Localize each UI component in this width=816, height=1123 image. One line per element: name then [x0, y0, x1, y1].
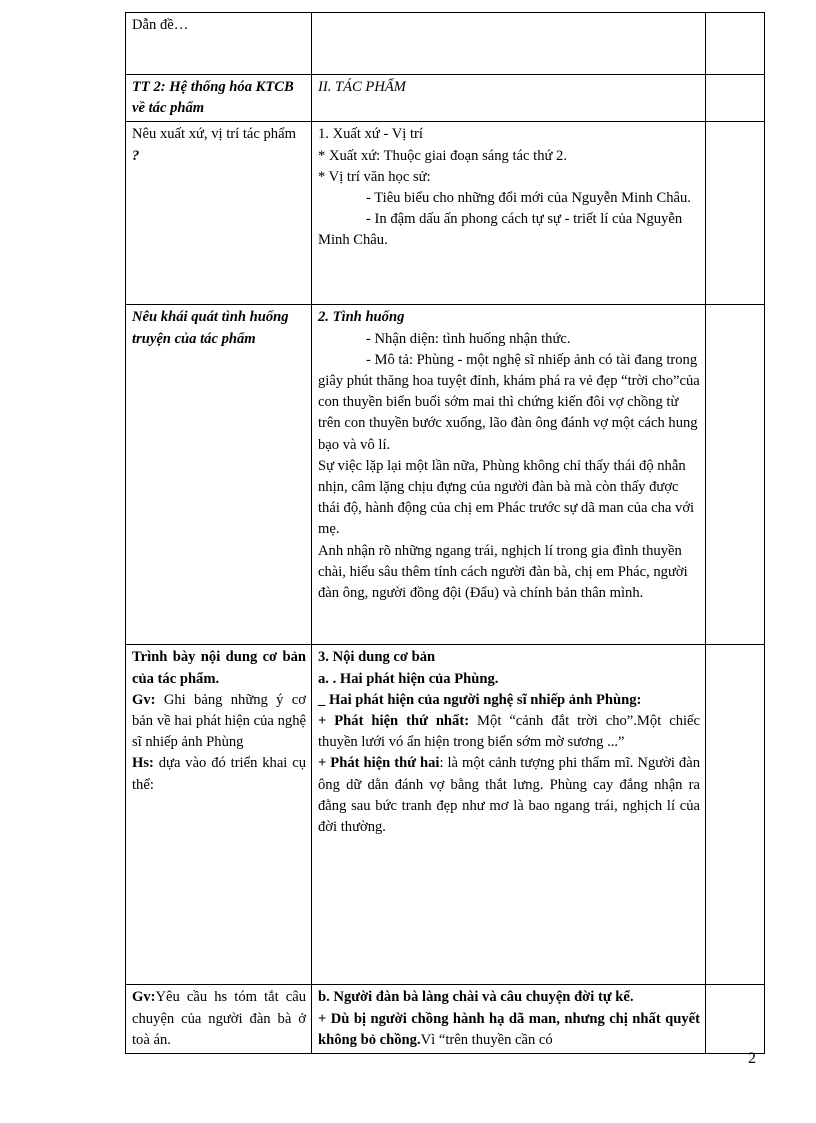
content-text: Vì “trên thuyền cần có	[420, 1031, 553, 1048]
question-cell	[126, 122, 312, 305]
content-heading: 3. Nội dung cơ bản	[318, 649, 436, 666]
question-cell	[126, 645, 312, 985]
notes-cell	[706, 305, 765, 645]
notes-cell	[706, 13, 765, 75]
question-cell	[126, 985, 312, 1054]
student-label: Hs:	[132, 755, 154, 772]
notes-cell	[706, 75, 765, 122]
content-line: Anh nhận rõ những ngang trái, nghịch lí trong gia đình thuyền chài, hiểu sâu thêm tính cách người đàn bà, chị em Phác, người đàn ông, người đồng đội (Đẩu) và chính bản thân mình.	[318, 542, 688, 602]
finding-label: + Phát hiện thứ nhất:	[318, 713, 470, 730]
question-text: Trình bày nội dung cơ bản của tác phẩm.	[132, 649, 306, 687]
content-line: - Mô tả: Phùng - một nghệ sĩ nhiếp ảnh có tài đang trong giây phút thăng hoa tuyệt đỉnh, khám phá ra vẻ đẹp “trời cho”của con thuyền biển buổi sớm mai thì chứng kiến đôi vợ chồng từ trên con thuyền bước xuống, lão đàn ông đánh vợ một cách hung bạo và vô lí.	[318, 351, 700, 453]
question-cell	[126, 305, 312, 645]
empty-cell	[312, 13, 706, 75]
content-heading: b. Người đàn bà làng chài và câu chuyện đời tự kể.	[318, 989, 634, 1006]
teacher-note	[132, 690, 306, 754]
content-heading: 2. Tình huống	[318, 309, 405, 326]
content-cell	[312, 985, 706, 1054]
teacher-label: Gv:	[132, 691, 156, 708]
notes-cell	[706, 645, 765, 985]
content-line: * Vị trí văn học sử:	[318, 168, 431, 185]
table-row	[126, 75, 765, 122]
content-line: - Tiêu biểu cho những đổi mới của Nguyễn Minh Châu.	[366, 190, 691, 207]
content-line: - Nhận diện: tình huống nhận thức.	[366, 330, 571, 347]
student-text: dựa vào đó triển khai cụ thể:	[132, 755, 306, 793]
content-line: * Xuất xứ: Thuộc giai đoạn sáng tác thứ 2.	[318, 147, 567, 164]
content-line: 1. Xuất xứ - Vị trí	[318, 126, 423, 143]
finding-label: + Phát hiện thứ hai	[318, 755, 440, 772]
section-heading: II. TÁC PHẨM	[318, 79, 406, 95]
table-row	[126, 305, 765, 645]
teacher-text: Ghi bảng những ý cơ bản về hai phát hiện của nghệ sĩ nhiếp ảnh Phùng	[132, 691, 306, 751]
content-cell	[312, 305, 706, 645]
content-line	[318, 1009, 700, 1051]
section-heading-cell	[312, 75, 706, 122]
page-number: 2	[748, 1050, 756, 1067]
question-mark: ?	[132, 147, 140, 164]
content-cell	[312, 645, 706, 985]
content-line	[318, 753, 700, 838]
question-text: Nêu khái quát tình huống truyện của tác phẩm	[132, 309, 289, 347]
finding-text: : là một cảnh tượng phi thẩm mĩ. Người đàn ông dữ dằn đánh vợ bằng thắt lưng. Phùng cay đắng nhận ra đằng sau bức tranh đẹp như mơ là bao ngang trái, nghịch lí của đời thường.	[318, 755, 700, 836]
content-line: _ Hai phát hiện của người nghệ sĩ nhiếp ảnh Phùng:	[318, 691, 642, 708]
finding-text: Một “cảnh đắt trời cho”.Một chiếc thuyền lưới vó ẩn hiện trong biển sớm mờ sương ...”	[318, 713, 700, 751]
intro-cell	[126, 13, 312, 75]
content-line	[318, 711, 700, 753]
intro-text: Dẫn đề…	[132, 17, 189, 33]
notes-cell	[706, 122, 765, 305]
content-line: Sự việc lặp lại một lần nữa, Phùng không chỉ thấy thái độ nhẫn nhịn, câm lặng chịu đựng của người đàn bà mà còn thấy được thái độ, hành động của chị em Phác trước sự dã man của cha với mẹ.	[318, 457, 695, 538]
content-line: - In đậm dấu ấn phong cách tự sự - triết lí của Nguyễn Minh Châu.	[318, 211, 683, 249]
content-subheading: a. . Hai phát hiện của Phùng.	[318, 670, 499, 687]
content-cell	[312, 122, 706, 305]
table-row	[126, 645, 765, 985]
question-text: Nêu xuất xứ, vị trí tác phẩm	[132, 126, 296, 143]
student-note	[132, 753, 306, 795]
teacher-text: Yêu cầu hs tóm tắt câu chuyện của người đàn bà ở toà án.	[132, 989, 306, 1048]
lesson-plan-table	[125, 12, 765, 1054]
notes-cell	[706, 985, 765, 1054]
content-bold-text: + Dù bị người chồng hành hạ dã man, nhưng chị nhất quyết không bỏ chồng.	[318, 1010, 700, 1048]
table-row	[126, 122, 765, 305]
table-row	[126, 13, 765, 75]
activity-heading-cell	[126, 75, 312, 122]
activity-heading: TT 2: Hệ thống hóa KTCB về tác phẩm	[132, 79, 294, 117]
teacher-label: Gv:	[132, 989, 156, 1006]
table-row	[126, 985, 765, 1054]
